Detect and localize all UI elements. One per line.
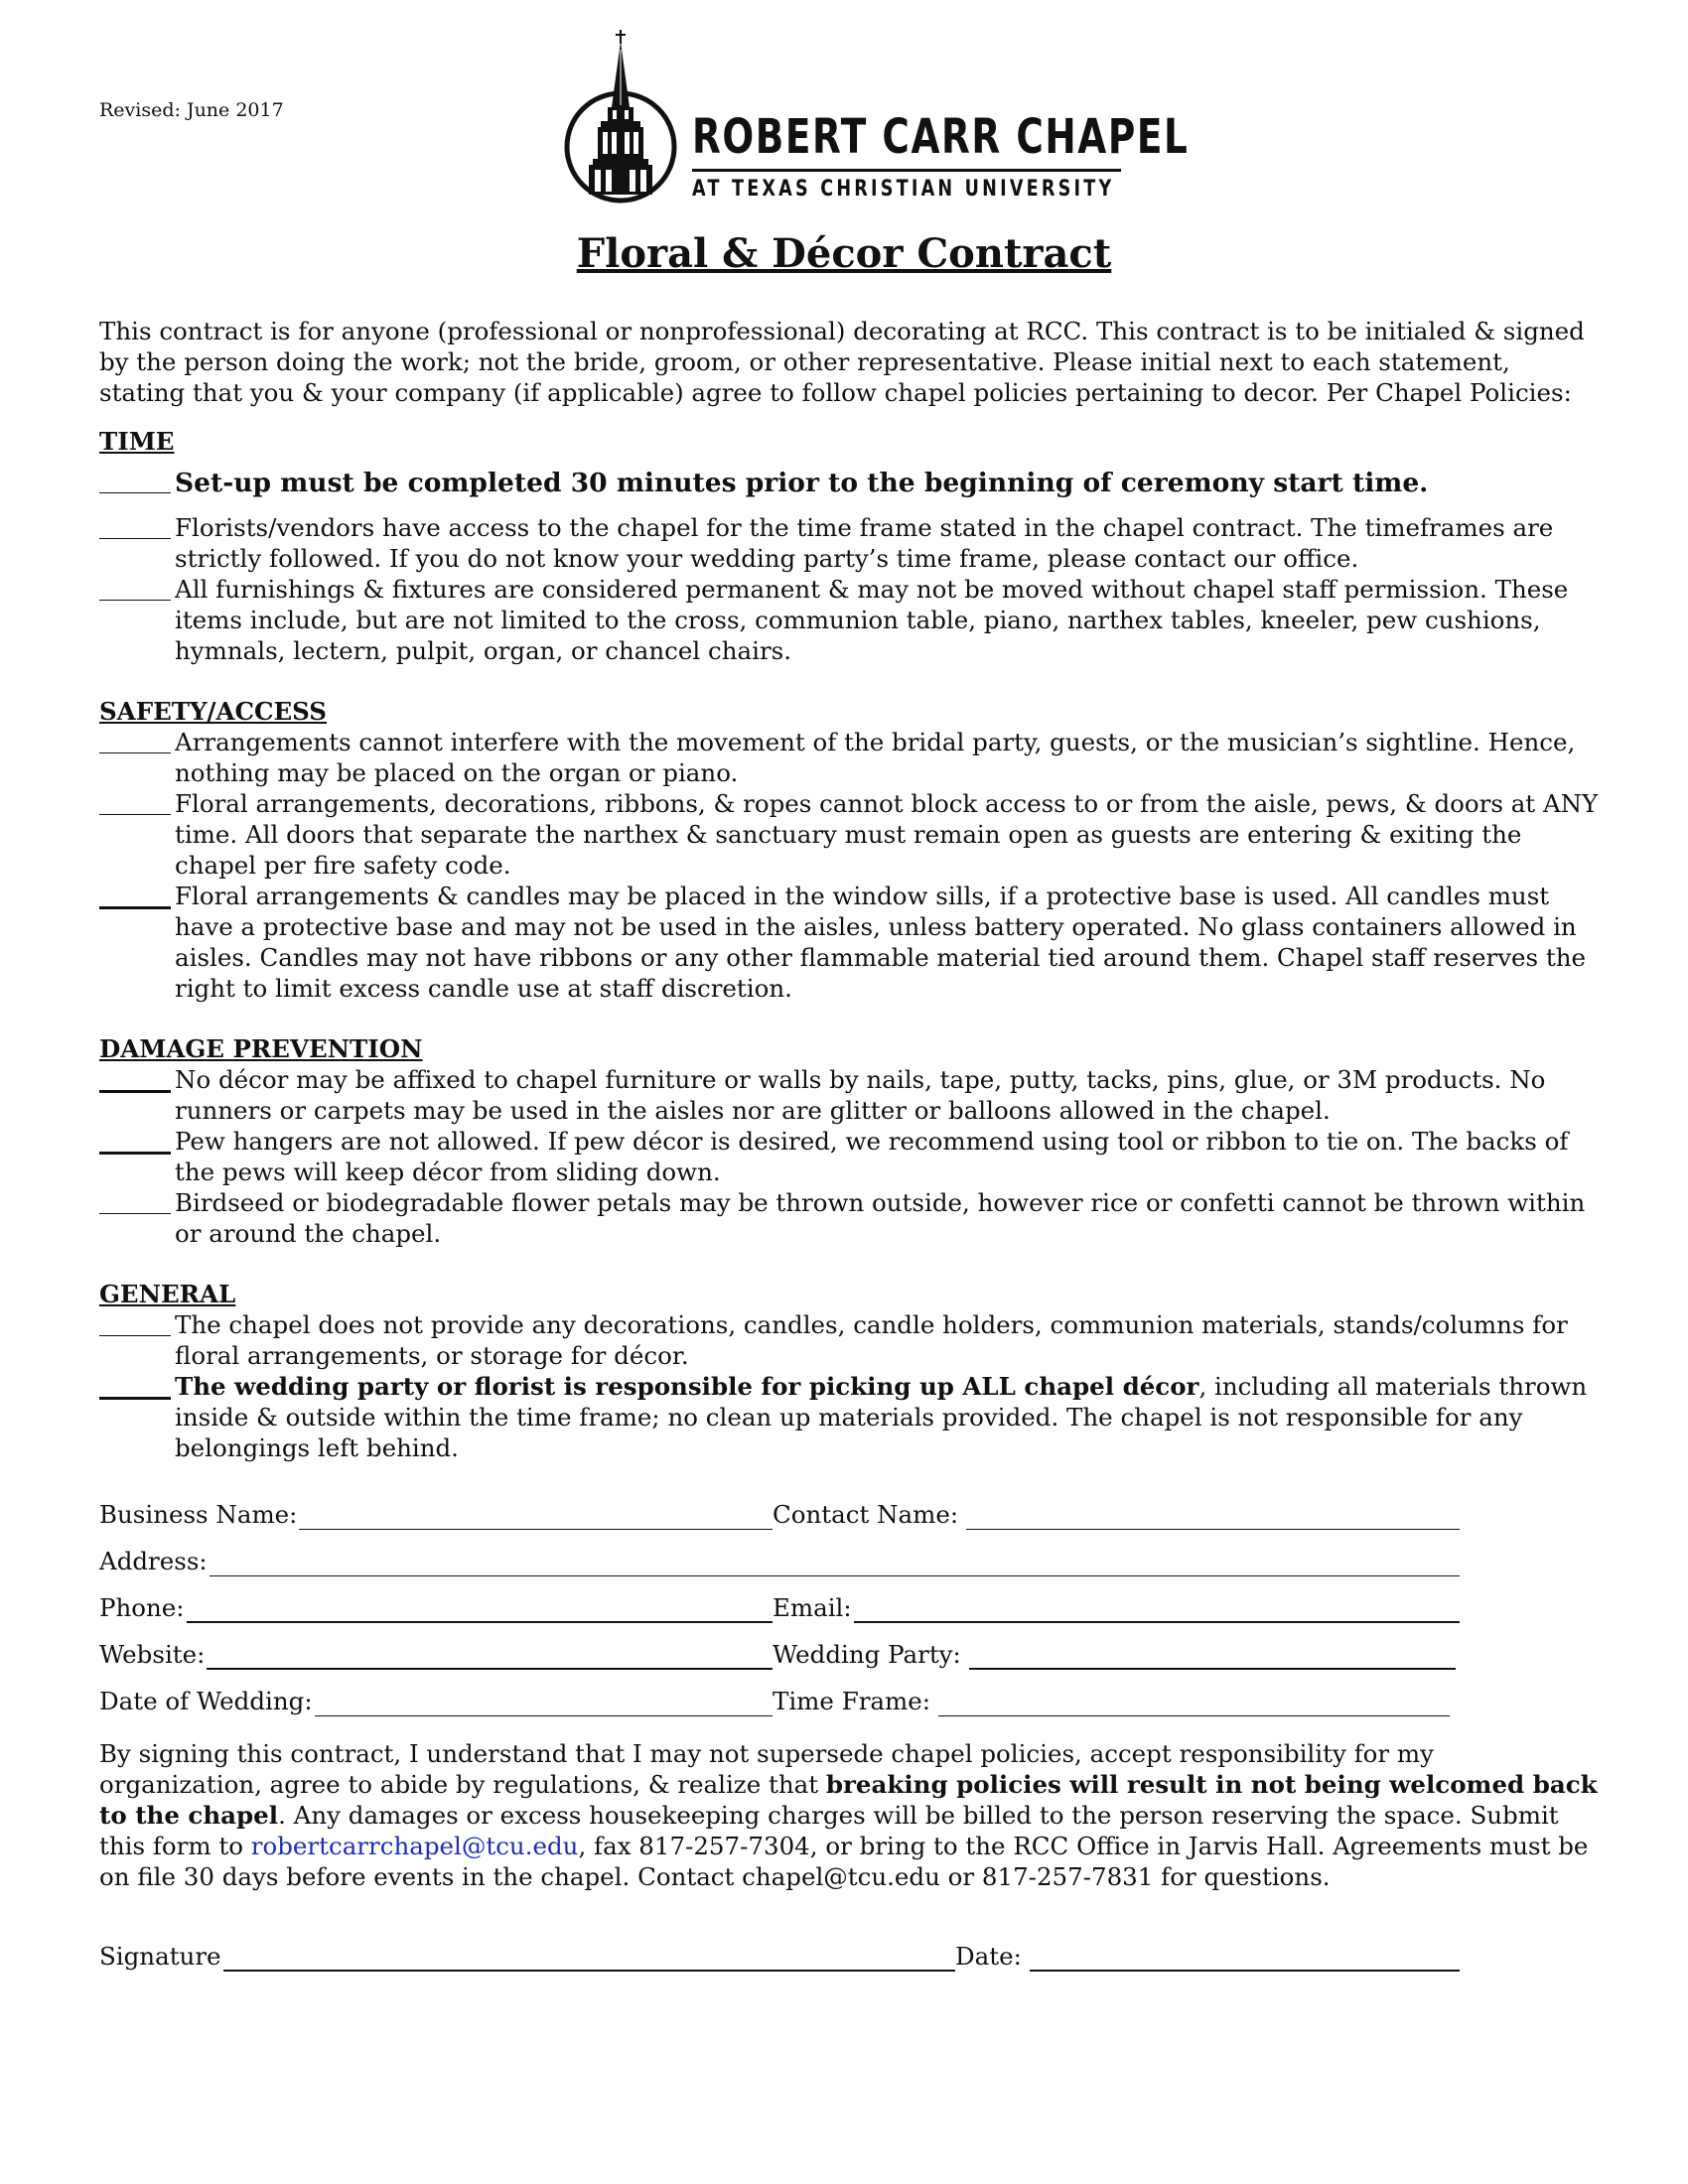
policy-item — [99, 512, 1599, 574]
date-field — [955, 1941, 1460, 1972]
policy-item — [99, 1371, 1599, 1463]
policy-item — [99, 1309, 1599, 1371]
policy-item — [99, 727, 1599, 788]
address-label: Address: — [99, 1547, 208, 1575]
section-heading-time: TIME — [99, 427, 175, 456]
policy-text: All furnishings & fixtures are considered permanent & may not be moved without chapel staff permission. These items include, but are not limited to the cross, communion table, piano, narthex tables, kneeler, pew cushions, hymnals, lectern, pulpit, organ, or chancel chairs. — [175, 575, 1569, 665]
address-field — [99, 1546, 1460, 1576]
contact-name-input[interactable] — [966, 1503, 1460, 1530]
section-damage — [99, 1033, 1599, 1249]
logo-subtitle: AT TEXAS CHRISTIAN UNIVERSITY — [692, 177, 1115, 202]
policy-text: , including all materials thrown inside & outside within the time frame; no clean up materials provided. The chapel is not responsible for any belongings left behind. — [175, 1372, 1588, 1462]
date-label: Date: — [955, 1942, 1022, 1971]
website-label: Website: — [99, 1640, 206, 1669]
agreement-text: . Any damages or excess housekeeping charges will be billed to the person reserving the space. Submit this form to — [99, 1801, 1559, 1860]
signature-input[interactable] — [223, 1944, 955, 1972]
policy-item — [99, 1064, 1599, 1126]
policy-text: Floral arrangements & candles may be placed in the window sills, if a protective base is used. All candles must have a protective base and may not be used in the aisles, unless battery operated. No glass containers allowed in aisles. Candles may not have ribbons or any other flammable material tied around them. Chapel staff reserves the right to limit excess candle use at staff discretion. — [175, 882, 1587, 1003]
wedding-party-input[interactable] — [969, 1642, 1456, 1670]
initial-blank[interactable] — [99, 508, 171, 539]
policy-text: Set-up must be completed 30 minutes prior to the beginning of ceremony start time. — [175, 468, 1429, 498]
policy-item — [99, 788, 1599, 881]
initial-blank[interactable] — [99, 570, 171, 601]
website-input[interactable] — [207, 1642, 773, 1670]
business-name-field — [99, 1499, 773, 1530]
field-row — [99, 1483, 1599, 1530]
field-row — [99, 1530, 1599, 1576]
chapel-steeple-icon — [551, 30, 690, 213]
time-frame-label: Time Frame: — [773, 1687, 930, 1715]
signature-label: Signature — [99, 1942, 221, 1971]
initial-blank[interactable] — [99, 1183, 171, 1214]
agreement-paragraph — [99, 1738, 1599, 1892]
initial-blank[interactable] — [99, 1122, 171, 1155]
phone-field — [99, 1592, 773, 1623]
logo-divider — [692, 169, 1121, 172]
signature-field — [99, 1941, 955, 1972]
initial-blank[interactable] — [99, 1367, 171, 1400]
initial-blank[interactable] — [99, 463, 171, 493]
contract-body — [99, 316, 1599, 1972]
business-name-label: Business Name: — [99, 1500, 298, 1529]
policy-text: Birdseed or biodegradable flower petals may be thrown outside, however rice or confetti cannot be thrown within or around the chapel. — [175, 1188, 1586, 1248]
section-heading-general: GENERAL — [99, 1280, 236, 1308]
phone-label: Phone: — [99, 1593, 185, 1622]
wedding-party-field — [773, 1639, 1456, 1670]
section-safety — [99, 696, 1599, 1004]
policy-item — [99, 881, 1599, 1004]
initial-blank[interactable] — [99, 723, 171, 753]
policy-item — [99, 1187, 1599, 1249]
time-frame-input[interactable] — [938, 1690, 1450, 1716]
revised-date: Revised: June 2017 — [99, 99, 284, 121]
chapel-logo — [551, 30, 1190, 213]
policy-text: Florists/vendors have access to the chapel for the time frame stated in the chapel contract. The timeframes are strictly followed. If you do not know your wedding party’s time frame, please contact our office. — [175, 513, 1554, 573]
signature-row — [99, 1932, 1599, 1972]
agreement-text: By signing this contract, I understand that I may not supersede chapel policies, accept responsibility for my organization, agree to abide by regulations, & realize that — [99, 1739, 1434, 1799]
policy-text: Floral arrangements, decorations, ribbons, & ropes cannot block access to or from the aisle, pews, & doors at ANY time. All doors that separate the narthex & sanctuary must remain open as guests are entering & exiting the chapel per fire safety code. — [175, 789, 1599, 880]
field-row — [99, 1623, 1599, 1670]
policy-item — [99, 574, 1599, 666]
date-of-wedding-input[interactable] — [315, 1690, 773, 1716]
contact-name-field — [773, 1499, 1460, 1530]
field-row — [99, 1670, 1599, 1716]
policy-text: The chapel does not provide any decorations, candles, candle holders, communion materials, stands/columns for floral arrangements, or storage for décor. — [175, 1310, 1568, 1370]
initial-blank[interactable] — [99, 877, 171, 909]
date-of-wedding-label: Date of Wedding: — [99, 1687, 313, 1715]
policy-text-bold: The wedding party or florist is responsible for picking up ALL chapel décor — [175, 1372, 1199, 1401]
section-time — [99, 426, 1599, 666]
policy-item — [99, 1126, 1599, 1187]
initial-blank[interactable] — [99, 784, 171, 815]
time-frame-field — [773, 1686, 1450, 1716]
initial-blank[interactable] — [99, 1060, 171, 1093]
agreement-text: , fax 817-257-7304, or bring to the RCC Office in Jarvis Hall. Agreements must be on file 30 days before events in the chapel. Contact chapel@tcu.edu or 817-257-7831 for questions. — [99, 1832, 1589, 1891]
page-title: Floral & Décor Contract — [576, 230, 1112, 277]
policy-text: Pew hangers are not allowed. If pew décor is desired, we recommend using tool or ribbon to tie on. The backs of the pews will keep décor from sliding down. — [175, 1127, 1569, 1186]
field-row — [99, 1576, 1599, 1623]
initial-blank[interactable] — [99, 1305, 171, 1336]
policy-text: Arrangements cannot interfere with the movement of the bridal party, guests, or the musician’s sightline. Hence, nothing may be placed on the organ or piano. — [175, 728, 1576, 787]
business-name-input[interactable] — [299, 1503, 773, 1530]
section-heading-safety: SAFETY/ACCESS — [99, 697, 327, 726]
email-label: Email: — [773, 1593, 852, 1622]
policy-text: No décor may be affixed to chapel furniture or walls by nails, tape, putty, tacks, pins, glue, or 3M products. No runners or carpets may be used in the aisles nor are glitter or balloons allowed in the chapel. — [175, 1065, 1546, 1125]
date-of-wedding-field — [99, 1686, 773, 1716]
intro-paragraph: This contract is for anyone (professional or nonprofessional) decorating at RCC. This contract is to be initialed & signed by the person doing the work; not the bride, groom, or other representative. Please initial next to each statement, stating that you & your company (if applicable) agree to follow chapel policies pertaining to decor. Per Chapel Policies: — [99, 317, 1585, 407]
logo-name: ROBERT CARR CHAPEL — [692, 109, 1190, 165]
policy-item — [99, 467, 1599, 500]
date-input[interactable] — [1030, 1944, 1460, 1972]
email-input[interactable] — [854, 1595, 1460, 1623]
email-field — [773, 1592, 1460, 1623]
contact-fields — [99, 1483, 1599, 1716]
section-heading-damage: DAMAGE PREVENTION — [99, 1034, 423, 1063]
wedding-party-label: Wedding Party: — [773, 1640, 961, 1669]
contact-name-label: Contact Name: — [773, 1500, 959, 1529]
section-general — [99, 1279, 1599, 1463]
phone-input[interactable] — [187, 1595, 773, 1623]
address-input[interactable] — [210, 1550, 1460, 1576]
agreement-bold-text: breaking policies will result in not being welcomed back to the chapel — [99, 1770, 1598, 1830]
website-field — [99, 1639, 773, 1670]
email-link[interactable]: robertcarrchapel@tcu.edu — [250, 1832, 579, 1860]
